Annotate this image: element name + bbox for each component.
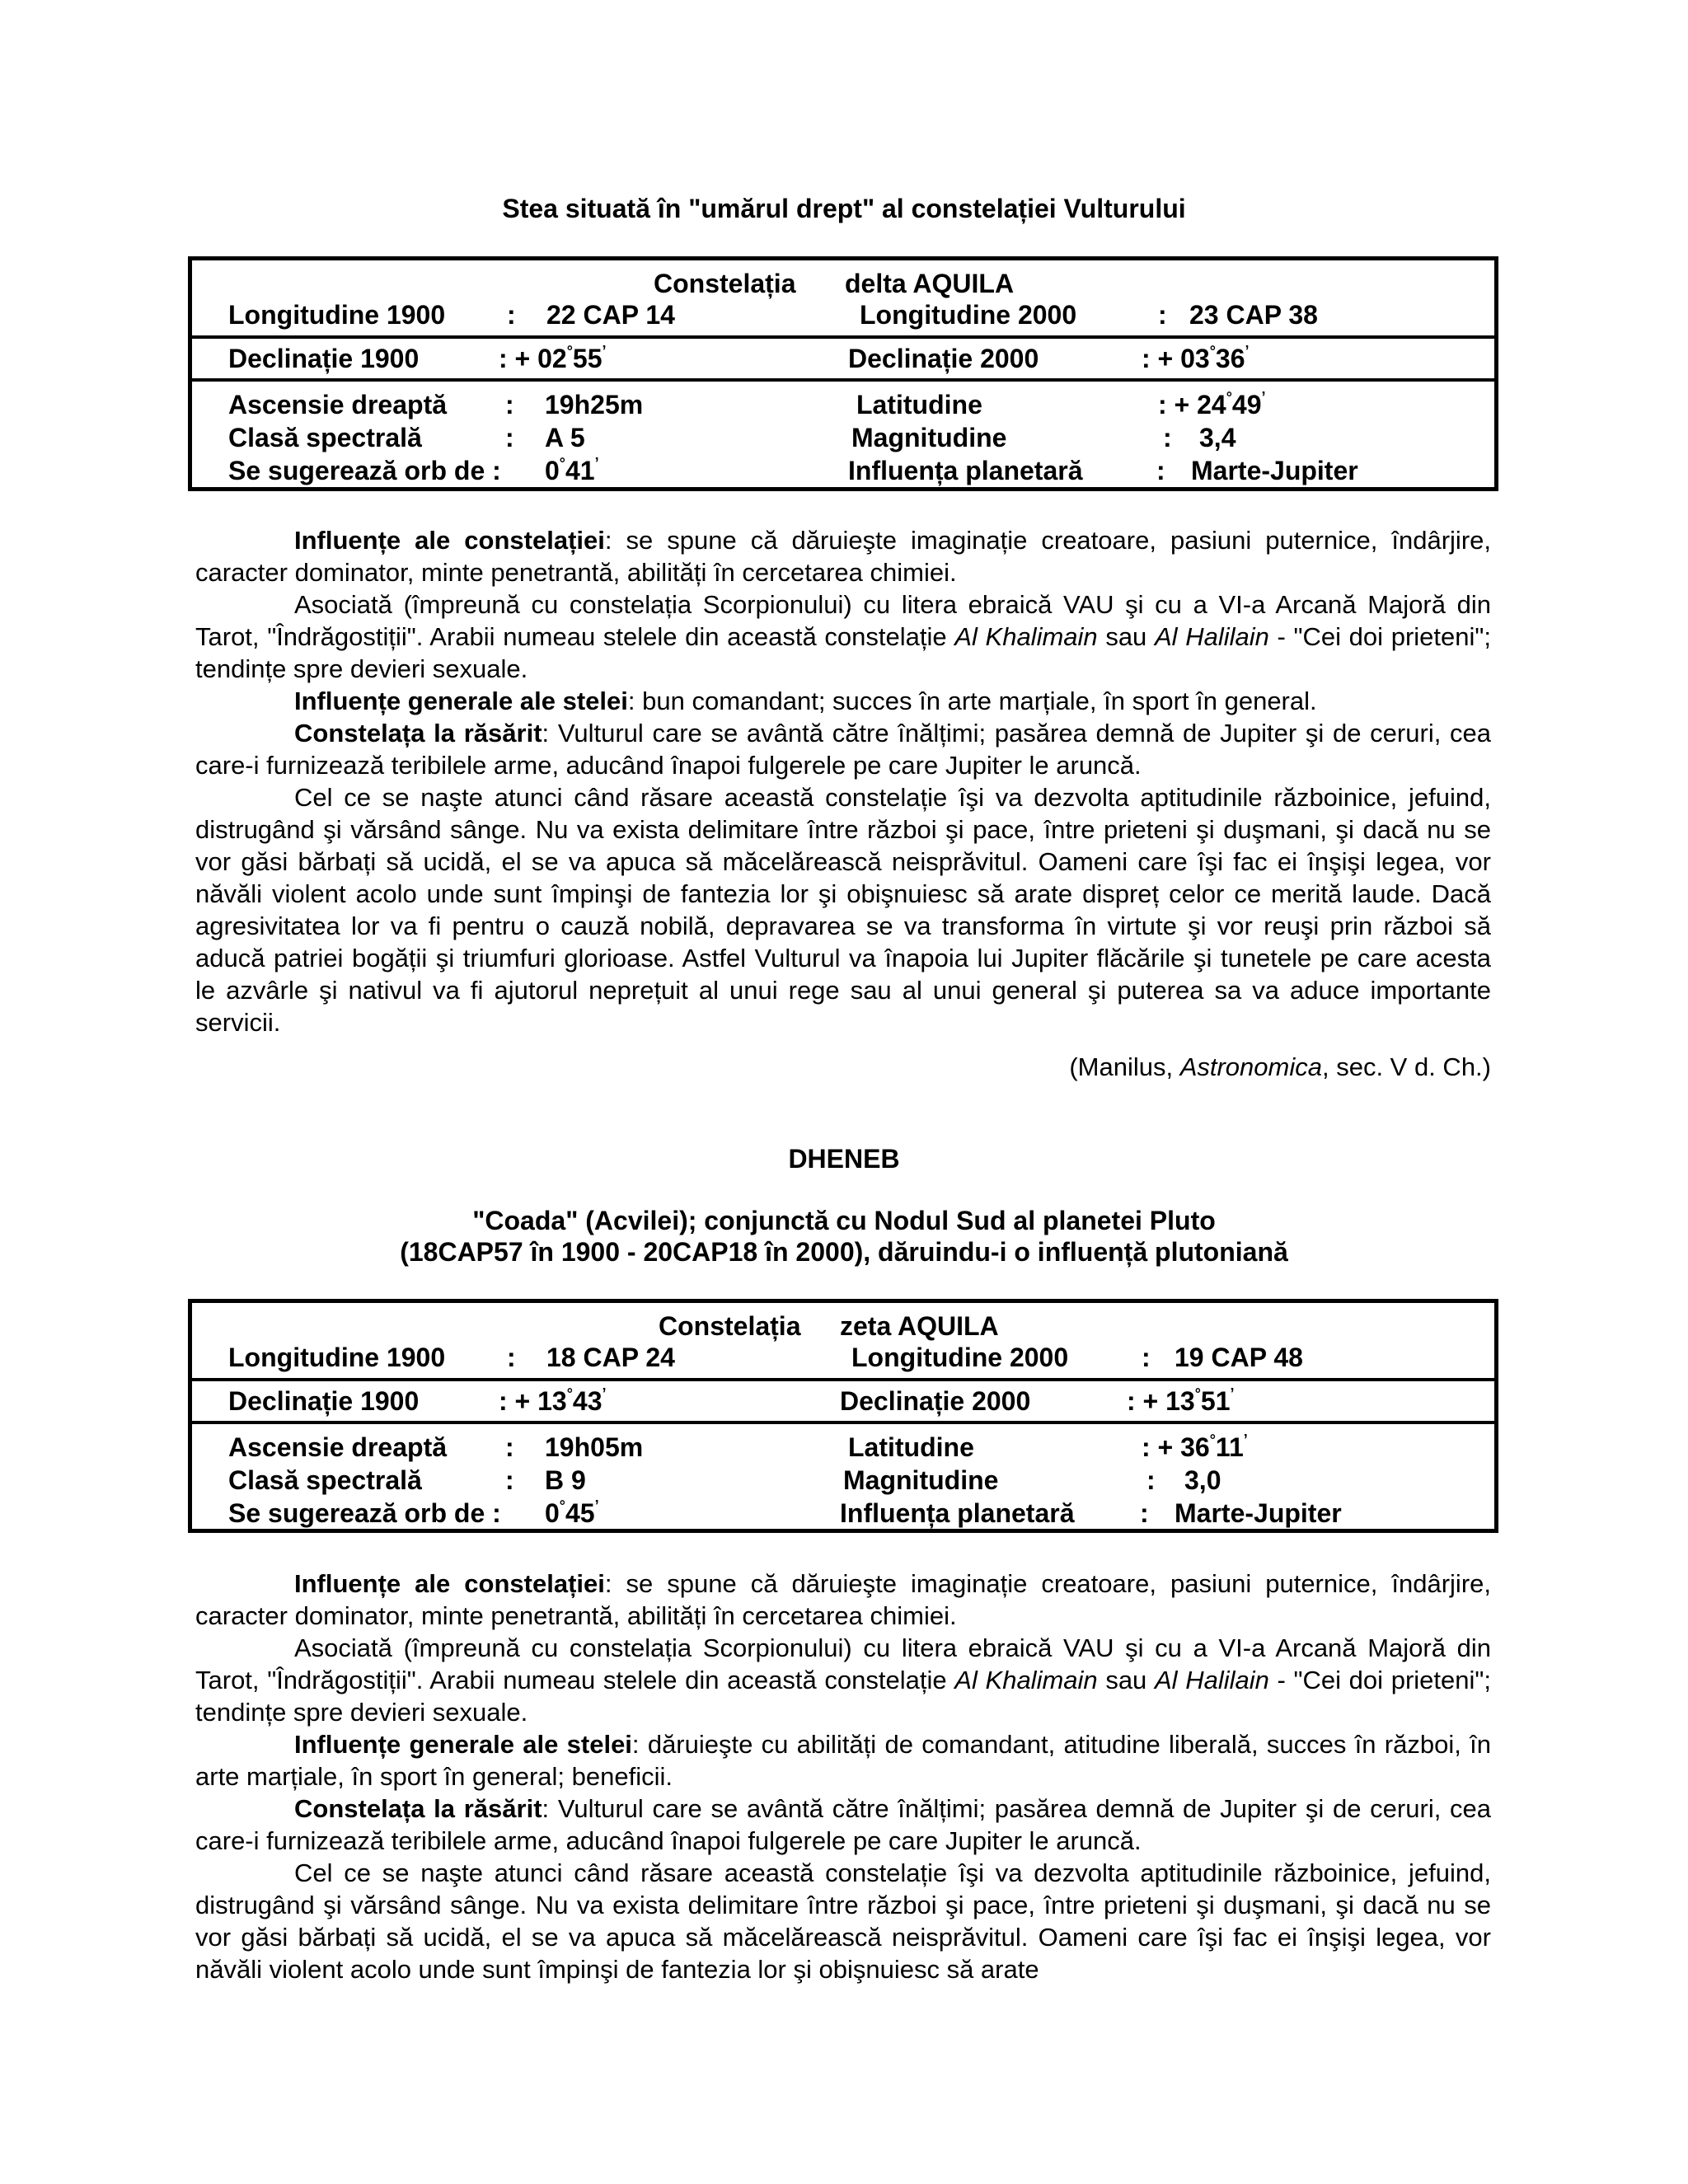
planetary-influence-colon: : (1156, 456, 1165, 485)
longitude-2000-colon: : (1142, 1343, 1151, 1372)
section1-star-data-box (188, 256, 1498, 491)
constellation-value: delta AQUILA (845, 269, 1015, 298)
section1-box-row-longitude (192, 260, 1494, 335)
magnitude-colon: : (1146, 1465, 1156, 1495)
section1-paragraph-star-influences: Influențe generale ale stelei: bun comandant; succes în arte marțiale, în sport în general. (294, 687, 1317, 715)
declination-2000-value: : + 03°36’ (1142, 343, 1250, 373)
spectral-class-colon: : (505, 423, 514, 452)
spectral-class-value: B 9 (545, 1465, 586, 1495)
section2-box-row-details (192, 1421, 1494, 1528)
magnitude-value: 3,4 (1199, 423, 1236, 452)
right-ascension-colon: : (505, 390, 514, 419)
latitude-label: Latitudine (856, 390, 982, 419)
orb-label: Se sugerează orb de : (228, 1498, 501, 1528)
planetary-influence-label: Influența planetară (840, 1498, 1075, 1528)
section1-source-citation: (Manilus, Astronomica, sec. V d. Ch.) (1069, 1052, 1491, 1081)
longitude-2000-value: 23 CAP 38 (1189, 300, 1318, 330)
section2-paragraph-rising: Constelața la răsărit: Vulturul care se avântă către înălțimi; pasărea demnă de Jupiter şi de ceruri, cea care-i furnizează teribilele arme, aducând înapoi fulgerele pe care Jupiter le aruncă. (195, 1794, 1491, 1855)
latitude-value: : + 36°11’ (1142, 1432, 1248, 1462)
magnitude-label: Magnitudine (851, 423, 1007, 452)
spectral-class-label: Clasă spectrală (228, 423, 422, 452)
section1-paragraph-rising: Constelața la răsărit: Vulturul care se avântă către înălțimi; pasărea demnă de Jupiter şi de ceruri, cea care-i furnizează teribilele arme, aducând înapoi fulgerele pe care Jupiter le aruncă. (195, 719, 1491, 780)
longitude-2000-colon: : (1158, 300, 1167, 330)
section1-paragraph-constellation-influences: Influențe ale constelației: se spune că dăruieşte imaginație creatoare, pasiuni puternice, îndârjire, caracter dominator, minte penetrantă, abilități în cercetarea chimiei. (195, 526, 1491, 587)
longitude-1900-colon: : (507, 1343, 516, 1372)
declination-1900-value: : + 02°55’ (499, 343, 607, 373)
longitude-2000-value: 19 CAP 48 (1175, 1343, 1303, 1372)
declination-1900-value: : + 13°43’ (499, 1385, 607, 1416)
section1-box-row-declination (192, 335, 1494, 378)
latitude-value: : + 24°49’ (1158, 389, 1266, 419)
orb-value: 0°45’ (545, 1497, 599, 1528)
planetary-influence-label: Influența planetară (848, 456, 1083, 485)
right-ascension-label: Ascensie dreaptă (228, 390, 448, 419)
declination-1900-label: Declinație 1900 (228, 1386, 420, 1416)
section1-body-text (195, 524, 1491, 1038)
section2-paragraph-constellation-influences: Influențe ale constelației: se spune că dăruieşte imaginație creatoare, pasiuni puternice, îndârjire, caracter dominator, minte penetrantă, abilități în cercetarea chimiei. (195, 1569, 1491, 1630)
constellation-label: Constelația (654, 269, 796, 298)
constellation-label: Constelația (659, 1311, 801, 1341)
magnitude-value: 3,0 (1184, 1465, 1221, 1495)
constellation-value: zeta AQUILA (840, 1311, 999, 1341)
spectral-class-value: A 5 (545, 423, 585, 452)
section2-star-data-box (188, 1299, 1498, 1533)
section1-paragraph-native: Cel ce se naşte atunci când răsare această constelație îşi va dezvolta aptitudinile războinice, jefuind, distrugând şi vărsând sânge. Nu va exista delimitare între război şi pace, între prieteni şi duşmani, şi dacă nu se vor găsi bărbați să ucidă, el se va apuca să măcelărească neisprăvitul. Oameni care îşi fac ei înşişi legea, vor năvăli violent acolo unde sunt împinşi de fantezia lor şi obişnuiesc să arate dispreț celor ce merită laude. Dacă agresivitatea lor va fi pentru o cauză nobilă, depravarea se va transforma în virtute şi vor reuşi prin război să aducă patriei bogății şi triumfuri glorioase. Astfel Vulturul va înapoia lui Jupiter flăcările şi tunetele pe care acesta le azvârle şi nativul va fi ajutorul neprețuit al unui rege sau al unui general şi puterea sa va aduce importante servicii. (195, 783, 1491, 1037)
declination-2000-label: Declinație 2000 (848, 344, 1039, 373)
right-ascension-value: 19h05m (545, 1432, 644, 1462)
longitude-1900-label: Longitudine 1900 (228, 1343, 446, 1372)
latitude-label: Latitudine (848, 1432, 974, 1462)
spectral-class-colon: : (505, 1465, 514, 1495)
magnitude-label: Magnitudine (843, 1465, 999, 1495)
section2-paragraph-star-influences: Influențe generale ale stelei: dăruieşte cu abilități de comandant, atitudine liberală, succes în război, în arte marțiale, în sport în general; beneficii. (195, 1730, 1491, 1791)
planetary-influence-value: Marte-Jupiter (1175, 1498, 1342, 1528)
declination-2000-label: Declinație 2000 (840, 1386, 1031, 1416)
section2-paragraph-native: Cel ce se naşte atunci când răsare această constelație îşi va dezvolta aptitudinile războinice, jefuind, distrugând şi vărsând sânge. Nu va exista delimitare între război şi pace, între prieteni şi duşmani, şi dacă nu se vor găsi bărbați să ucidă, el se va apuca să măcelărească neisprăvitul. Oameni care îşi fac ei înşişi legea, vor năvăli violent acolo unde sunt împinşi de fantezia lor şi obişnuiesc să arate (195, 1858, 1491, 1984)
declination-2000-value: : + 13°51’ (1127, 1385, 1235, 1416)
right-ascension-label: Ascensie dreaptă (228, 1432, 448, 1462)
section2-body-text (195, 1568, 1491, 1985)
longitude-1900-label: Longitudine 1900 (228, 300, 446, 330)
section2-star-name: DHENEB (788, 1144, 900, 1174)
planetary-influence-colon: : (1140, 1498, 1149, 1528)
section2-subtitle-line2: (18CAP57 în 1900 - 20CAP18 în 2000), dăruindu-i o influență plutoniană (400, 1237, 1288, 1267)
orb-value: 0°41’ (545, 455, 599, 485)
section2-paragraph-association: Asociată (împreună cu constelația Scorpionului) cu litera ebraică VAU şi cu a VI-a Arcană Majoră din Tarot, "Îndrăgostiții". Arabii numeau stelele din această constelație Al Khalimain sau Al Halilain - "Cei doi prieteni"; tendințe spre devieri sexuale. (195, 1633, 1491, 1727)
section1-paragraph-association: Asociată (împreună cu constelația Scorpionului) cu litera ebraică VAU şi cu a VI-a Arcană Majoră din Tarot, "Îndrăgostiții". Arabii numeau stelele din această constelație Al Khalimain sau Al Halilain - "Cei doi prieteni"; tendințe spre devieri sexuale. (195, 590, 1491, 683)
longitude-2000-label: Longitudine 2000 (851, 1343, 1069, 1372)
section2-box-row-longitude (192, 1303, 1494, 1378)
declination-1900-label: Declinație 1900 (228, 344, 420, 373)
spectral-class-label: Clasă spectrală (228, 1465, 422, 1495)
section2-box-row-declination (192, 1378, 1494, 1421)
right-ascension-colon: : (505, 1432, 514, 1462)
magnitude-colon: : (1163, 423, 1172, 452)
section1-title: Stea situată în "umărul drept" al constelației Vulturului (502, 194, 1186, 223)
right-ascension-value: 19h25m (545, 390, 644, 419)
orb-label: Se sugerează orb de : (228, 456, 501, 485)
planetary-influence-value: Marte-Jupiter (1191, 456, 1358, 485)
longitude-1900-value: 22 CAP 14 (546, 300, 675, 330)
longitude-1900-value: 18 CAP 24 (546, 1343, 675, 1372)
longitude-1900-colon: : (507, 300, 516, 330)
section1-box-row-details (192, 378, 1494, 486)
section2-subtitle-line1: "Coada" (Acvilei); conjunctă cu Nodul Sud al planetei Pluto (472, 1206, 1216, 1235)
longitude-2000-label: Longitudine 2000 (860, 300, 1077, 330)
